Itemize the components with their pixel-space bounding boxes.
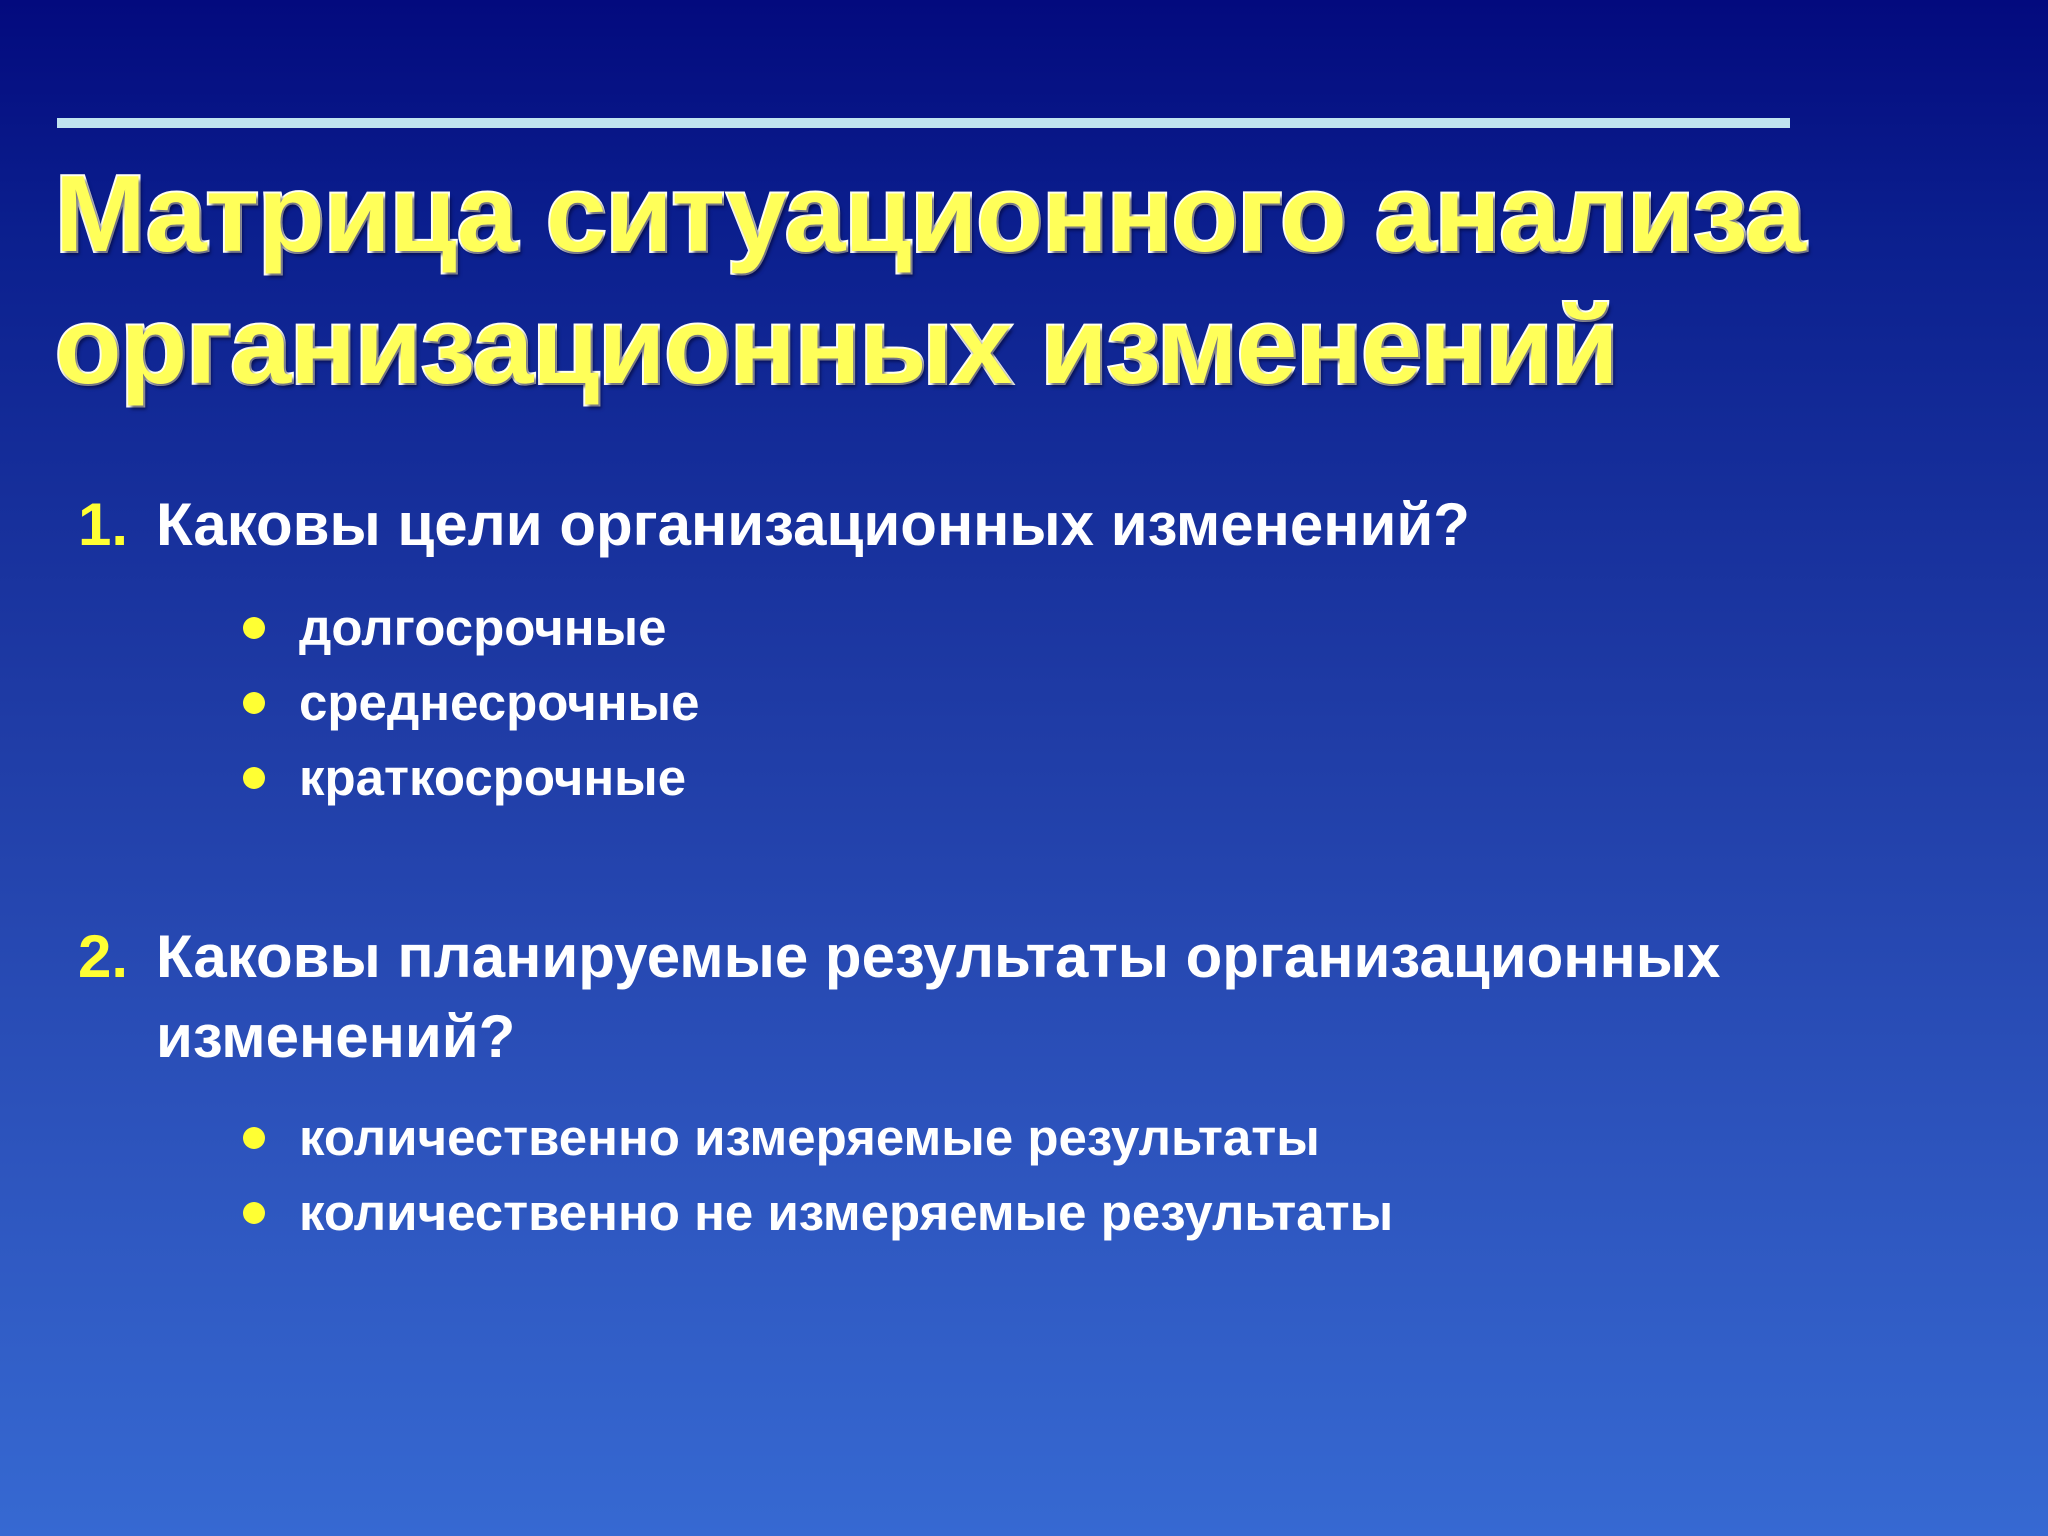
title-divider-line — [57, 118, 1790, 128]
list-item — [243, 740, 699, 815]
bullet-icon — [243, 1127, 265, 1149]
question-1-text: Каковы цели организационных изменений? — [156, 491, 1470, 558]
slide-title-line-2: организационных изменений — [55, 285, 1618, 407]
question-2-text-line-1: Каковы планируемые результаты организационных — [156, 923, 1721, 990]
list-item — [243, 665, 699, 740]
question-1 — [78, 485, 2036, 565]
question-2 — [78, 917, 2036, 1077]
slide-title — [55, 148, 1855, 412]
list-item-label: количественно не измеряемые результаты — [299, 1184, 1394, 1241]
bullet-icon — [243, 692, 265, 714]
question-2-text-line-2: изменений? — [156, 1003, 516, 1070]
list-item-label: краткосрочные — [299, 749, 687, 806]
question-1-number: 1. — [78, 491, 129, 558]
list-item — [243, 590, 699, 665]
question-2-number: 2. — [78, 923, 129, 990]
list-item-label: количественно измеряемые результаты — [299, 1109, 1320, 1166]
list-item — [243, 1175, 1393, 1250]
list-item-label: среднесрочные — [299, 674, 700, 731]
slide-title-line-1: Матрица ситуационного анализа — [55, 153, 1805, 275]
question-2-text — [156, 917, 2036, 1077]
bullet-icon — [243, 617, 265, 639]
list-item — [243, 1100, 1393, 1175]
list-item-label: долгосрочные — [299, 599, 667, 656]
bullet-icon — [243, 1202, 265, 1224]
question-2-list — [243, 1100, 1393, 1250]
question-1-list — [243, 590, 699, 815]
bullet-icon — [243, 767, 265, 789]
